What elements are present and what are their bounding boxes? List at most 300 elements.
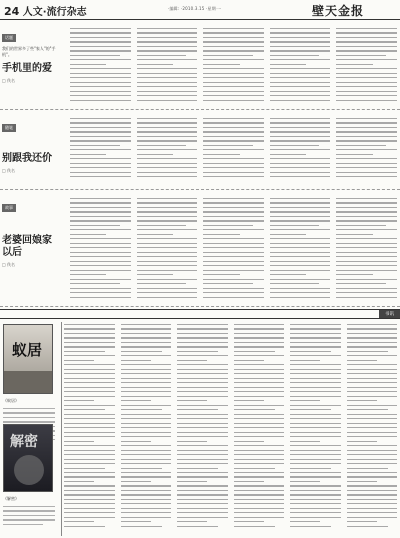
- text-line: [234, 364, 285, 365]
- page-number: 24: [4, 5, 20, 18]
- text-line: [270, 247, 331, 248]
- text-line: [64, 476, 115, 477]
- text-line: [347, 423, 398, 424]
- text-line: [336, 247, 397, 248]
- text-line: [137, 292, 198, 293]
- text-line: [137, 82, 198, 83]
- text-line: [121, 328, 172, 329]
- text-line: [121, 324, 172, 325]
- text-line: [177, 494, 228, 495]
- text-line: [270, 270, 331, 271]
- text-line: [336, 176, 397, 177]
- text-line: [177, 382, 228, 383]
- text-line: [347, 396, 398, 397]
- text-line: [70, 252, 131, 253]
- text-line: [121, 472, 172, 473]
- text-line: [347, 400, 377, 401]
- article-blurb: 我们的世界多了些"家人"的"手机"。: [2, 46, 56, 57]
- text-line: [234, 324, 285, 325]
- text-line: [137, 198, 198, 199]
- text-line: [203, 288, 264, 289]
- text-line: [203, 158, 264, 159]
- text-column: [270, 118, 331, 181]
- text-line: [137, 149, 198, 150]
- text-line: [203, 28, 264, 29]
- text-line: [64, 378, 115, 379]
- text-line: [270, 46, 331, 47]
- text-column: [336, 198, 397, 301]
- book-review-body: [64, 324, 397, 530]
- section-title: 人文·流行杂志: [22, 7, 87, 18]
- text-line: [177, 346, 228, 347]
- text-line: [290, 508, 341, 509]
- text-line: [234, 450, 285, 451]
- text-line: [137, 172, 198, 173]
- text-line: [70, 68, 131, 69]
- text-line: [290, 503, 341, 504]
- text-line: [137, 252, 198, 253]
- text-line: [64, 481, 94, 482]
- text-line: [70, 225, 120, 226]
- text-line: [270, 238, 331, 239]
- text-line: [70, 145, 120, 146]
- text-line: [290, 463, 341, 464]
- text-line: [347, 459, 398, 460]
- text-line: [203, 32, 264, 33]
- text-line: [137, 288, 198, 289]
- text-line: [64, 409, 105, 410]
- text-line: [270, 158, 331, 159]
- text-line: [203, 95, 264, 96]
- text-line: [347, 432, 398, 433]
- text-line: [270, 297, 331, 298]
- text-line: [234, 346, 285, 347]
- text-line: [270, 37, 331, 38]
- text-line: [70, 77, 131, 78]
- book-cover-image[interactable]: [3, 424, 53, 492]
- text-line: [336, 216, 397, 217]
- text-line: [177, 423, 228, 424]
- text-line: [203, 265, 264, 266]
- book-cover-image[interactable]: [3, 324, 53, 394]
- text-line: [270, 167, 331, 168]
- text-line: [336, 140, 397, 141]
- text-column: [177, 324, 228, 530]
- text-line: [177, 351, 218, 352]
- text-line: [203, 163, 264, 164]
- text-line: [121, 373, 172, 374]
- text-line: [234, 391, 285, 392]
- text-line: [336, 50, 397, 51]
- text-line: [64, 432, 115, 433]
- text-line: [70, 279, 131, 280]
- text-column: [64, 324, 115, 530]
- text-line: [203, 41, 264, 42]
- text-line: [137, 216, 198, 217]
- text-line: [234, 369, 285, 370]
- text-line: [290, 494, 341, 495]
- text-line: [234, 521, 264, 522]
- text-line: [203, 270, 264, 271]
- text-line: [177, 360, 207, 361]
- article-headline[interactable]: 老婆回娘家以后: [2, 235, 52, 258]
- text-line: [64, 468, 105, 469]
- text-line: [121, 378, 172, 379]
- article-headline[interactable]: 手机里的爱: [2, 63, 52, 74]
- text-line: [64, 387, 115, 388]
- text-line: [177, 373, 228, 374]
- text-line: [336, 220, 397, 221]
- text-line: [347, 441, 377, 442]
- text-line: [137, 261, 198, 262]
- text-line: [177, 490, 228, 491]
- text-line: [64, 423, 115, 424]
- article-byline: □ 佚名: [2, 262, 16, 267]
- text-line: [234, 387, 285, 388]
- text-line: [64, 382, 115, 383]
- article-section-3: [0, 192, 400, 307]
- text-line: [290, 378, 341, 379]
- text-line: [177, 414, 228, 415]
- text-line: [234, 360, 264, 361]
- text-line: [270, 211, 331, 212]
- text-line: [121, 346, 172, 347]
- text-line: [336, 136, 397, 137]
- text-line: [203, 82, 264, 83]
- text-line: [336, 127, 397, 128]
- text-line: [177, 441, 207, 442]
- text-line: [270, 28, 331, 29]
- text-line: [234, 517, 285, 518]
- text-line: [70, 288, 131, 289]
- article-body: [70, 198, 397, 301]
- text-line: [70, 37, 131, 38]
- text-column: [347, 324, 398, 530]
- text-line: [70, 176, 131, 177]
- text-line: [203, 207, 264, 208]
- text-line: [234, 468, 275, 469]
- text-line: [177, 400, 207, 401]
- text-line: [347, 445, 398, 446]
- text-line: [290, 423, 341, 424]
- text-line: [234, 418, 285, 419]
- article-section-2: [0, 112, 400, 190]
- text-column: [70, 198, 131, 301]
- text-line: [203, 261, 264, 262]
- text-line: [121, 360, 151, 361]
- text-line: [290, 346, 341, 347]
- text-line: [121, 508, 172, 509]
- text-line: [290, 526, 331, 527]
- text-line: [121, 454, 172, 455]
- text-line: [234, 441, 264, 442]
- text-line: [121, 364, 172, 365]
- text-line: [121, 481, 151, 482]
- text-line: [177, 328, 228, 329]
- text-line: [270, 50, 331, 51]
- text-line: [177, 521, 207, 522]
- text-line: [234, 355, 285, 356]
- section-tag: 故事: [2, 204, 16, 212]
- text-line: [234, 472, 285, 473]
- text-line: [137, 220, 198, 221]
- text-line: [64, 355, 115, 356]
- section-tag: 话题: [2, 34, 16, 42]
- text-line: [347, 508, 398, 509]
- article-body: [70, 118, 397, 181]
- text-line: [177, 512, 228, 513]
- text-line: [70, 59, 131, 60]
- text-line: [64, 342, 115, 343]
- text-line: [336, 202, 397, 203]
- text-line: [347, 499, 398, 500]
- column-divider: [61, 322, 62, 536]
- text-line: [121, 517, 172, 518]
- text-line: [336, 274, 372, 275]
- text-line: [121, 351, 162, 352]
- text-line: [70, 172, 131, 173]
- text-line: [290, 441, 320, 442]
- text-line: [290, 364, 341, 365]
- text-line: [270, 32, 331, 33]
- article-sidebar: [2, 114, 56, 174]
- text-line: [234, 382, 285, 383]
- text-line: [121, 414, 172, 415]
- text-line: [336, 95, 397, 96]
- text-line: [203, 256, 264, 257]
- text-line: [347, 476, 398, 477]
- text-line: [347, 521, 377, 522]
- text-line: [270, 86, 331, 87]
- text-line: [64, 324, 115, 325]
- text-line: [270, 55, 320, 56]
- text-line: [347, 369, 398, 370]
- text-line: [234, 499, 285, 500]
- text-line: [270, 64, 306, 65]
- text-line: [64, 328, 115, 329]
- text-line: [290, 517, 341, 518]
- text-line: [203, 127, 264, 128]
- text-line: [347, 450, 398, 451]
- text-line: [64, 396, 115, 397]
- text-line: [270, 68, 331, 69]
- text-line: [64, 490, 115, 491]
- book-caption: 《解密》: [3, 496, 19, 501]
- section-tag: 随笔: [2, 124, 16, 132]
- text-line: [347, 324, 398, 325]
- text-line: [336, 198, 397, 199]
- text-line: [270, 279, 331, 280]
- text-line: [347, 503, 398, 504]
- text-line: [270, 77, 331, 78]
- text-line: [336, 243, 397, 244]
- text-line: [70, 265, 131, 266]
- text-line: [234, 526, 275, 527]
- text-line: [121, 450, 172, 451]
- text-line: [177, 369, 228, 370]
- text-line: [347, 517, 398, 518]
- text-line: [270, 288, 331, 289]
- text-line: [234, 512, 285, 513]
- text-line: [137, 77, 198, 78]
- text-line: [70, 229, 131, 230]
- text-line: [290, 360, 320, 361]
- text-column: [203, 198, 264, 301]
- text-line: [234, 414, 285, 415]
- text-line: [290, 450, 341, 451]
- text-line: [270, 252, 331, 253]
- text-line: [70, 131, 131, 132]
- text-line: [270, 131, 331, 132]
- text-line: [70, 64, 106, 65]
- text-line: [137, 274, 173, 275]
- text-line: [137, 243, 198, 244]
- text-line: [234, 463, 285, 464]
- text-line: [137, 229, 198, 230]
- text-line: [270, 216, 331, 217]
- text-line: [177, 526, 218, 527]
- text-line: [64, 450, 115, 451]
- cover-illustration: [14, 455, 44, 485]
- text-column: [70, 118, 131, 181]
- text-line: [121, 400, 151, 401]
- text-line: [347, 391, 398, 392]
- text-line: [270, 261, 331, 262]
- text-line: [203, 154, 239, 155]
- text-line: [270, 292, 331, 293]
- text-line: [234, 351, 275, 352]
- text-line: [203, 198, 264, 199]
- text-line: [203, 145, 253, 146]
- book-item-2: [3, 424, 61, 528]
- text-line: [137, 176, 198, 177]
- text-line: [270, 283, 320, 284]
- article-sidebar: [2, 194, 56, 268]
- text-line: [137, 247, 198, 248]
- article-byline: □ 佚名: [2, 78, 16, 83]
- text-line: [290, 459, 341, 460]
- text-line: [203, 46, 264, 47]
- text-line: [270, 136, 331, 137]
- text-line: [137, 86, 198, 87]
- text-line: [203, 68, 264, 69]
- text-line: [234, 342, 285, 343]
- text-line: [290, 432, 341, 433]
- text-line: [177, 468, 218, 469]
- article-sidebar: [2, 24, 56, 84]
- text-line: [234, 378, 285, 379]
- text-line: [270, 274, 306, 275]
- text-line: [290, 351, 331, 352]
- text-line: [64, 333, 115, 334]
- text-line: [70, 167, 131, 168]
- text-line: [336, 64, 372, 65]
- text-line: [290, 512, 341, 513]
- text-line: [121, 463, 172, 464]
- text-line: [64, 373, 115, 374]
- text-line: [137, 32, 198, 33]
- text-line: [336, 283, 386, 284]
- text-line: [177, 463, 228, 464]
- text-line: [336, 55, 386, 56]
- text-line: [270, 163, 331, 164]
- text-line: [177, 503, 228, 504]
- text-line: [203, 167, 264, 168]
- text-line: [347, 382, 398, 383]
- text-line: [121, 521, 151, 522]
- text-line: [336, 234, 372, 235]
- text-line: [70, 243, 131, 244]
- text-column: [203, 28, 264, 104]
- article-headline[interactable]: 别跟我还价: [2, 153, 52, 164]
- books-banner: [0, 309, 400, 319]
- text-line: [270, 154, 306, 155]
- text-line: [64, 485, 115, 486]
- text-line: [64, 369, 115, 370]
- text-line: [270, 220, 331, 221]
- text-line: [347, 414, 398, 415]
- text-line: [121, 468, 162, 469]
- text-line: [121, 355, 172, 356]
- text-line: [121, 418, 172, 419]
- text-line: [70, 91, 131, 92]
- text-line: [290, 342, 341, 343]
- text-line: [270, 176, 331, 177]
- text-line: [177, 405, 228, 406]
- text-line: [177, 378, 228, 379]
- newspaper-name: 壁天金报: [312, 4, 365, 18]
- text-line: [70, 292, 131, 293]
- text-column: [234, 324, 285, 530]
- cover-title: 蚁居: [12, 341, 43, 359]
- text-line: [121, 445, 172, 446]
- text-line: [70, 211, 131, 212]
- text-line: [290, 418, 341, 419]
- cover-title: 解密: [10, 434, 38, 450]
- text-line: [177, 508, 228, 509]
- text-line: [177, 454, 228, 455]
- text-line: [177, 409, 218, 410]
- text-line: [234, 454, 285, 455]
- text-line: [64, 337, 115, 338]
- text-line: [64, 441, 94, 442]
- text-line: [347, 387, 398, 388]
- text-line: [203, 59, 264, 60]
- text-line: [270, 118, 331, 119]
- text-column: [137, 118, 198, 181]
- text-line: [234, 490, 285, 491]
- text-line: [336, 91, 397, 92]
- text-line: [347, 485, 398, 486]
- text-line: [177, 418, 228, 419]
- text-line: [203, 50, 264, 51]
- text-line: [270, 265, 331, 266]
- text-line: [203, 172, 264, 173]
- text-line: [234, 476, 285, 477]
- text-line: [347, 454, 398, 455]
- text-line: [121, 485, 172, 486]
- text-line: [234, 485, 285, 486]
- text-line: [177, 436, 228, 437]
- text-line: [270, 122, 331, 123]
- text-line: [137, 167, 198, 168]
- text-line: [121, 441, 151, 442]
- text-line: [121, 490, 172, 491]
- text-line: [70, 216, 131, 217]
- text-line: [336, 261, 397, 262]
- text-line: [203, 118, 264, 119]
- text-line: [336, 68, 397, 69]
